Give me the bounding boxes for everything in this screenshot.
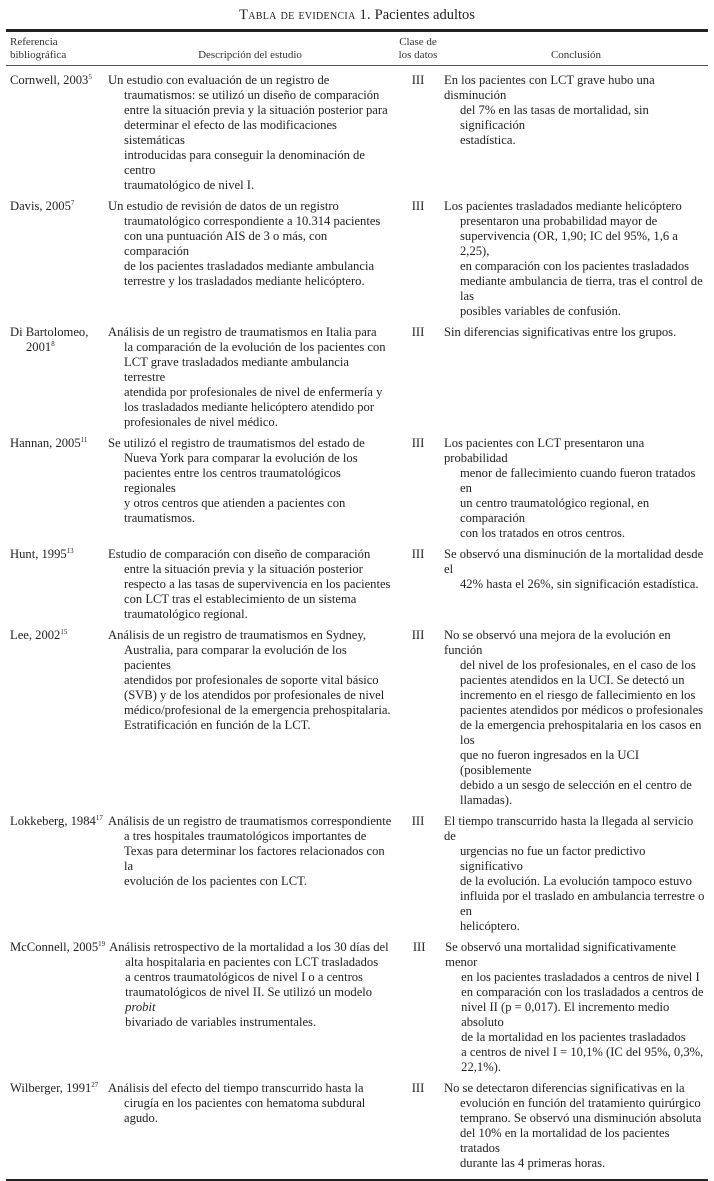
ref-line	[10, 940, 105, 955]
ref-cell	[6, 547, 108, 622]
conclusion-line: temprano. Se observó una disminución absoluta	[460, 1111, 702, 1125]
class-cell: III	[411, 1081, 425, 1095]
description-line: alta hospitalaria en pacientes con LCT trasladados	[125, 955, 379, 969]
table-title-label: Tabla de evidencia 1.	[239, 7, 371, 23]
conclusion-line: menor de fallecimiento cuando fueron tratados en	[460, 466, 696, 495]
description-line: pacientes entre los centros traumatológicos regionales	[124, 466, 341, 495]
ref-superscript: 5	[88, 73, 92, 81]
table-title-text: Pacientes adultos	[371, 7, 475, 23]
conclusion-line: durante las 4 primeras horas.	[460, 1156, 606, 1170]
description-line: traumatológico de nivel I.	[124, 178, 255, 192]
header-class	[398, 36, 438, 62]
header-ref	[6, 36, 108, 62]
conclusion-cell	[438, 628, 708, 808]
description-line: Análisis de un registro de traumatismos correspondiente	[108, 814, 392, 828]
description-line: Australia, para comparar la evolución de los pacientes	[124, 643, 347, 672]
ref-cell	[6, 814, 108, 934]
conclusion-line: En los pacientes con LCT grave hubo una disminución	[444, 73, 655, 102]
conclusion-line: pacientes atendidos en la UCI. Se detectó un	[460, 673, 685, 687]
conclusion-line: del 10% en la mortalidad de los pacientes tratados	[460, 1126, 670, 1155]
description-line: médico/profesional de la emergencia prehospitalaria.	[124, 703, 391, 717]
conclusion-line: mediante ambulancia de tierra, tras el control de las	[460, 274, 703, 303]
conclusion-line: de la mortalidad en los pacientes trasladados	[461, 1030, 686, 1044]
ref-line	[10, 547, 104, 562]
description-line: Un estudio de revisión de datos de un registro	[108, 199, 339, 213]
description-line: bivariado de variables instrumentales.	[125, 1015, 317, 1029]
header-conclusion: Conclusión	[550, 49, 602, 61]
header-class-line: los datos	[398, 49, 438, 61]
description-line: agudo.	[124, 1111, 158, 1125]
conclusion-line: Los pacientes con LCT presentaron una probabilidad	[444, 436, 645, 465]
conclusion-line: El tiempo transcurrido hasta la llegada al servicio de	[444, 814, 694, 843]
ref-text: Hunt, 1995	[10, 547, 67, 561]
description-line: y otros centros que atienden a pacientes con	[124, 496, 346, 510]
class-cell: III	[411, 814, 425, 828]
ref-line	[10, 814, 104, 829]
italic-term: probit	[125, 1000, 156, 1014]
ref-superscript: 19	[98, 940, 106, 948]
description-line: a tres hospitales traumatológicos importantes de	[124, 829, 367, 843]
description-line: terrestre y los trasladados mediante helicóptero.	[124, 274, 365, 288]
conclusion-line: del nivel de los profesionales, en el caso de los	[460, 658, 696, 672]
header-desc: Descripción del estudio	[198, 49, 302, 61]
conclusion-line: Sin diferencias significativas entre los grupos.	[444, 325, 677, 339]
description-line: Análisis de un registro de traumatismos en Sydney,	[108, 628, 367, 642]
ref-superscript: 13	[66, 547, 74, 555]
description-line: traumatológico regional.	[124, 607, 248, 621]
description-line: Estratificación en función de la LCT.	[124, 718, 311, 732]
conclusion-cell	[438, 547, 708, 622]
ref-cell	[6, 199, 108, 319]
description-cell	[109, 940, 399, 1075]
ref-text: Hannan, 2005	[10, 436, 81, 450]
table-row	[6, 940, 708, 1081]
conclusion-line: incremento en el riesgo de fallecimiento en los	[460, 688, 696, 702]
conclusion-cell	[438, 325, 708, 430]
description-line: respecto a las tasas de supervivencia en los pacientes	[124, 577, 391, 591]
table-header	[6, 32, 708, 65]
ref-superscript: 27	[91, 1081, 99, 1089]
conclusion-line: posibles variables de confusión.	[460, 304, 621, 318]
conclusion-line: 42% hasta el 26%, sin significación estadística.	[460, 577, 699, 591]
ref-superscript: 8	[51, 340, 55, 348]
description-cell	[108, 628, 398, 808]
conclusion-cell	[438, 73, 708, 193]
conclusion-line: No se observó una mejora de la evolución en función	[444, 628, 671, 657]
description-line: atendida por profesionales de nivel de enfermería y	[124, 385, 383, 399]
description-cell	[108, 199, 398, 319]
ref-text: Davis, 2005	[10, 199, 71, 213]
class-cell: III	[411, 325, 425, 339]
conclusion-line: de la evolución. La evolución tampoco estuvo	[460, 874, 692, 888]
description-line: atendidos por profesionales de soporte vital básico	[124, 673, 379, 687]
table-row	[6, 628, 708, 814]
ref-superscript: 17	[95, 814, 103, 822]
description-line: Nueva York para comparar la evolución de los	[124, 451, 358, 465]
conclusion-line: debido a un sesgo de selección en el centro de	[460, 778, 692, 792]
description-line: evolución de los pacientes con LCT.	[124, 874, 308, 888]
header-class-line: Clase de	[399, 36, 437, 48]
conclusion-line: pacientes atendidos por médicos o profesionales	[460, 703, 704, 717]
conclusion-line: a centros de nivel I = 10,1% (IC del 95%, 0,3%,	[461, 1045, 704, 1059]
ref-text: Cornwell, 2003	[10, 73, 89, 87]
ref-line	[10, 199, 104, 214]
conclusion-line: presentaron una probabilidad mayor de	[460, 214, 658, 228]
conclusion-line: de la emergencia prehospitalaria en los casos en los	[460, 718, 702, 747]
conclusion-line: nivel II (p = 0,017). El incremento medio absoluto	[461, 1000, 670, 1029]
description-line: Se utilizó el registro de traumatismos del estado de	[108, 436, 365, 450]
table-row	[6, 73, 708, 199]
description-line: con LCT tras el establecimiento de un sistema	[124, 592, 357, 606]
description-cell	[108, 1081, 398, 1171]
table-row	[6, 199, 708, 325]
description-line: Análisis retrospectivo de la mortalidad a los 30 días del	[109, 940, 389, 954]
conclusion-line: en los pacientes trasladados a centros de nivel I	[461, 970, 700, 984]
table-body	[6, 66, 708, 1177]
ref-line	[10, 1081, 104, 1096]
class-cell: III	[412, 940, 426, 954]
ref-line	[10, 628, 104, 643]
ref-line	[10, 340, 104, 355]
description-line: traumatológicos de nivel II. Se utilizó un modelo probit	[125, 985, 373, 1014]
ref-cell	[6, 73, 108, 193]
conclusion-line: 22,1%).	[461, 1060, 502, 1074]
class-cell: III	[411, 199, 425, 213]
class-cell: III	[411, 436, 425, 450]
class-cell: III	[411, 547, 425, 561]
conclusion-line: estadística.	[460, 133, 516, 147]
description-line: de los pacientes trasladados mediante ambulancia	[124, 259, 375, 273]
description-line: entre la situación previa y la situación posterior para	[124, 103, 388, 117]
conclusion-line: supervivencia (OR, 1,90; IC del 95%, 1,6 a 2,25),	[460, 229, 678, 258]
table-row	[6, 436, 708, 547]
description-cell	[108, 814, 398, 934]
conclusion-line: helicóptero.	[460, 919, 520, 933]
description-line: profesionales de nivel médico.	[124, 415, 278, 429]
class-cell: III	[411, 628, 425, 642]
table-title	[0, 4, 714, 26]
ref-line	[10, 436, 104, 451]
ref-text: Wilberger, 1991	[10, 1081, 92, 1095]
description-line: introducidas para conseguir la denominación de centro	[124, 148, 365, 177]
table-row	[6, 325, 708, 436]
description-line: los trasladados mediante helicóptero atendido por	[124, 400, 375, 414]
description-line: Un estudio con evaluación de un registro de	[108, 73, 330, 87]
ref-cell	[6, 325, 108, 430]
conclusion-line: del 7% en las tasas de mortalidad, sin significación	[460, 103, 649, 132]
description-line: Análisis del efecto del tiempo transcurrido hasta la	[108, 1081, 364, 1095]
description-line: entre la situación previa y la situación posterior	[124, 562, 363, 576]
conclusion-line: urgencias no fue un factor predictivo significativo	[460, 844, 646, 873]
ref-text: 2001	[26, 340, 52, 354]
conclusion-cell	[439, 940, 708, 1075]
description-line: la comparación de la evolución de los pacientes con	[124, 340, 386, 354]
conclusion-line: en comparación con los pacientes trasladados	[460, 259, 690, 273]
table-row	[6, 547, 708, 628]
description-cell	[108, 436, 398, 541]
conclusion-line: evolución en función del tratamiento quirúrgico	[460, 1096, 701, 1110]
conclusion-line: que no fueron ingresados en la UCI (posiblemente	[460, 748, 640, 777]
conclusion-cell	[438, 814, 708, 934]
class-cell: III	[411, 73, 425, 87]
description-cell	[108, 547, 398, 622]
ref-cell	[6, 940, 109, 1075]
conclusion-cell	[438, 199, 708, 319]
conclusion-line: en comparación con los trasladados a centros de	[461, 985, 704, 999]
conclusion-cell	[438, 1081, 708, 1171]
table-row	[6, 814, 708, 940]
description-line: (SVB) y de los atendidos por profesionales de nivel	[124, 688, 385, 702]
conclusion-line: Los pacientes trasladados mediante helicóptero	[444, 199, 682, 213]
ref-line	[10, 325, 104, 340]
description-line: traumatológico correspondiente a 10.314 pacientes	[124, 214, 381, 228]
ref-cell	[6, 436, 108, 541]
ref-cell	[6, 1081, 108, 1171]
description-line: Texas para determinar los factores relacionados con la	[124, 844, 385, 873]
conclusion-line: con los tratados en otros centros.	[460, 526, 626, 540]
ref-superscript: 7	[70, 199, 75, 207]
header-ref-line: Referencia	[10, 36, 58, 48]
description-line: cirugía en los pacientes con hematoma subdural	[124, 1096, 366, 1110]
description-cell	[108, 325, 398, 430]
description-line: determinar el efecto de las modificaciones sistemáticas	[124, 118, 337, 147]
header-ref-line: bibliográfica	[10, 49, 67, 61]
description-line: con una puntuación AIS de 3 o más, con comparación	[124, 229, 328, 258]
description-line: LCT grave trasladados mediante ambulancia terrestre	[124, 355, 349, 384]
description-line: traumatismos.	[124, 511, 196, 525]
ref-text: Di Bartolomeo,	[10, 325, 89, 339]
ref-cell	[6, 628, 108, 808]
conclusion-line: Se observó una mortalidad significativamente menor	[445, 940, 676, 969]
ref-superscript: 11	[80, 436, 88, 444]
ref-text: Lee, 2002	[10, 628, 61, 642]
description-line: Estudio de comparación con diseño de comparación	[108, 547, 371, 561]
table-row	[6, 1081, 708, 1177]
conclusion-line: Se observó una disminución de la mortalidad desde el	[444, 547, 704, 576]
ref-text: Lokkeberg, 1984	[10, 814, 96, 828]
description-cell	[108, 73, 398, 193]
description-line: Análisis de un registro de traumatismos en Italia para	[108, 325, 377, 339]
ref-text: McConnell, 2005	[10, 940, 99, 954]
conclusion-line: un centro traumatológico regional, en comparación	[460, 496, 650, 525]
conclusion-line: influida por el traslado en ambulancia terrestre o en	[460, 889, 705, 918]
description-line: traumatismos: se utilizó un diseño de comparación	[124, 88, 380, 102]
ref-line	[10, 73, 104, 88]
ref-superscript: 15	[60, 628, 68, 636]
conclusion-cell	[438, 436, 708, 541]
conclusion-line: llamadas).	[460, 793, 513, 807]
description-line: a centros traumatológicos de nivel I o a centros	[125, 970, 363, 984]
conclusion-line: No se detectaron diferencias significativas en la	[444, 1081, 685, 1095]
